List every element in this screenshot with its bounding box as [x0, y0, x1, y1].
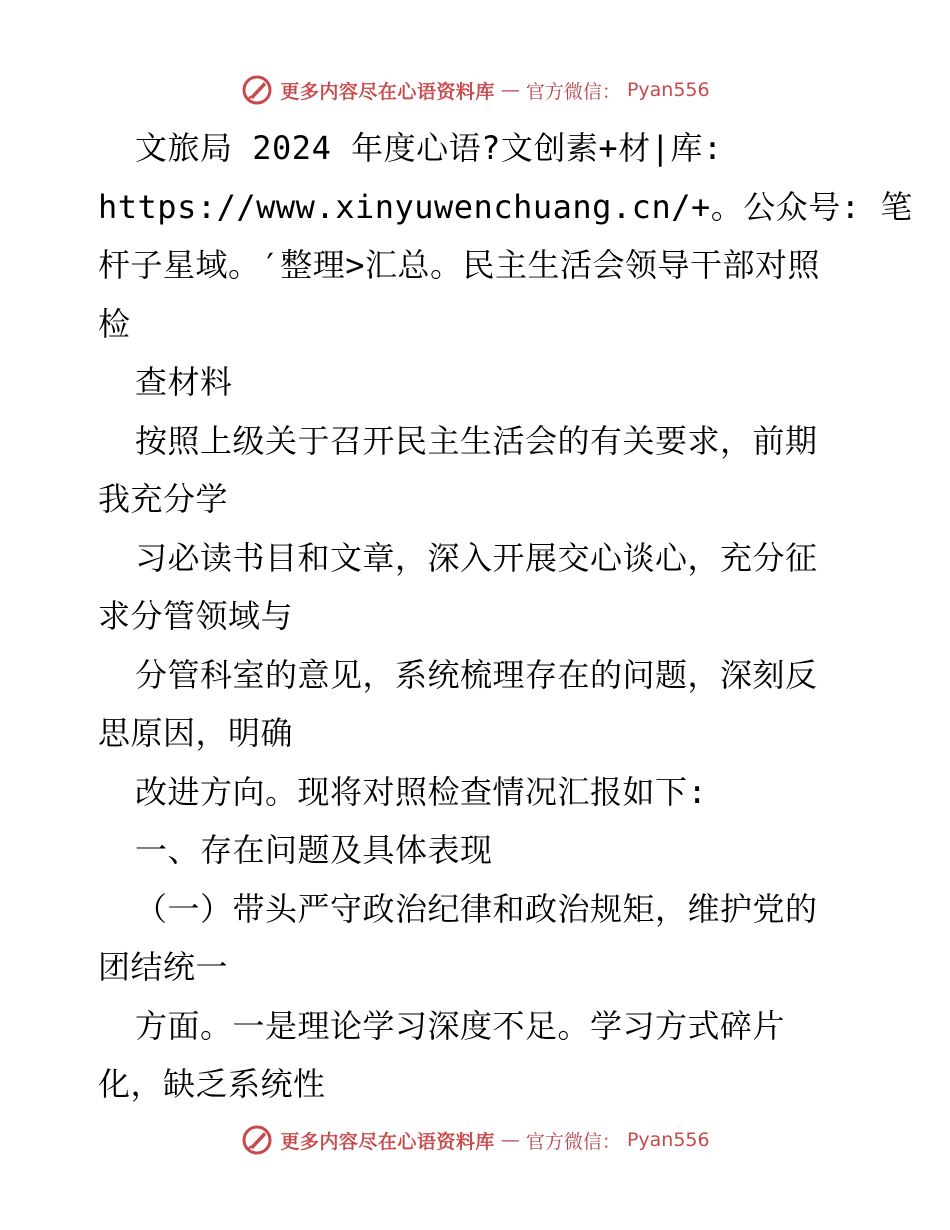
banner-wechat-label: 官方微信：: [525, 1130, 621, 1153]
document-body: [98, 119, 913, 1114]
quill-logo-icon: [240, 1123, 274, 1157]
text-line: 我充分学: [98, 480, 229, 518]
text-line: 查材料: [135, 363, 233, 401]
text-line: 杆子星域。′整理>汇总。民主生活会领导干部对照: [98, 246, 821, 284]
banner-brand-text: 更多内容尽在心语资料库: [280, 80, 495, 103]
text-line: 改进方向。现将对照检查情况汇报如下:: [135, 772, 708, 811]
banner-separator: —: [500, 1129, 520, 1151]
text-line: 检: [98, 304, 131, 343]
text-line: 文旅局 2024 年度心语?文创素+材|库:: [135, 129, 723, 167]
banner-separator: —: [500, 79, 520, 101]
text-line: （一）带头严守政治纪律和政治规矩，维护党的: [135, 889, 818, 928]
text-line: 分管科室的意见，系统梳理存在的问题，深刻反: [135, 655, 818, 694]
header-watermark-banner: [0, 68, 950, 112]
footer-watermark-banner: [0, 1118, 950, 1162]
text-line: 按照上级关于召开民主生活会的有关要求，前期: [135, 421, 818, 460]
quill-logo-icon: [240, 73, 274, 107]
banner-wechat-id: Pyan556: [626, 79, 710, 101]
text-line: 方面。一是理论学习深度不足。学习方式碎片: [135, 1006, 786, 1045]
banner-wechat-label: 官方微信：: [525, 80, 621, 103]
section-heading: 一、存在问题及具体表现: [135, 831, 493, 869]
text-line: 习必读书目和文章，深入开展交心谈心，充分征: [135, 538, 818, 577]
text-line: 思原因，明确: [98, 714, 294, 752]
text-line: 团结统一: [98, 948, 229, 986]
banner-brand-text: 更多内容尽在心语资料库: [280, 1130, 495, 1153]
banner-wechat-id: Pyan556: [626, 1129, 710, 1151]
text-line: 化，缺乏系统性: [98, 1065, 326, 1103]
text-line: 求分管领域与: [98, 597, 294, 635]
text-line: https://www.xinyuwenchuang.cn/+。公众号: 笔: [98, 187, 913, 226]
